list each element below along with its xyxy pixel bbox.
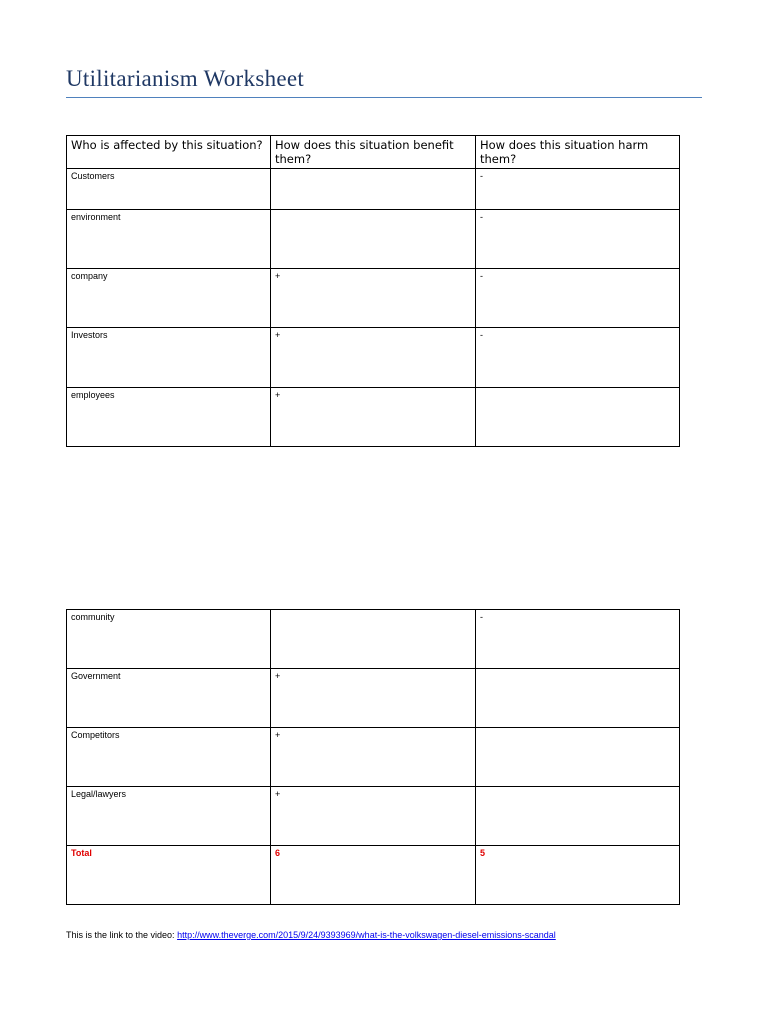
header-harm: How does this situation harm them? xyxy=(476,136,680,169)
harm-cell: - xyxy=(476,169,680,210)
who-cell: Government xyxy=(67,669,271,728)
total-harm: 5 xyxy=(476,846,680,905)
table-row xyxy=(67,169,680,210)
harm-cell: - xyxy=(476,210,680,269)
who-cell: Legal/lawyers xyxy=(67,787,271,846)
who-cell: company xyxy=(67,269,271,328)
header-who: Who is affected by this situation? xyxy=(67,136,271,169)
who-cell: environment xyxy=(67,210,271,269)
table-row xyxy=(67,787,680,846)
benefit-cell: + xyxy=(271,328,476,388)
who-cell: Customers xyxy=(67,169,271,210)
benefit-cell xyxy=(271,610,476,669)
benefit-cell xyxy=(271,210,476,269)
who-cell: Investors xyxy=(67,328,271,388)
benefit-cell: + xyxy=(271,669,476,728)
worksheet-table-1 xyxy=(66,135,680,447)
benefit-cell: + xyxy=(271,269,476,328)
harm-cell: - xyxy=(476,328,680,388)
benefit-cell: + xyxy=(271,388,476,447)
video-link[interactable]: http://www.theverge.com/2015/9/24/9393969/what-is-the-volkswagen-diesel-emissions-scandal xyxy=(177,930,556,940)
table-row xyxy=(67,210,680,269)
worksheet-table-2 xyxy=(66,609,680,905)
who-cell: community xyxy=(67,610,271,669)
who-cell: employees xyxy=(67,388,271,447)
who-cell: Competitors xyxy=(67,728,271,787)
header-row xyxy=(67,136,680,169)
table-row xyxy=(67,388,680,447)
header-benefit: How does this situation benefit them? xyxy=(271,136,476,169)
harm-cell xyxy=(476,728,680,787)
footer-text: This is the link to the video: xyxy=(66,930,178,940)
harm-cell xyxy=(476,787,680,846)
harm-cell: - xyxy=(476,610,680,669)
page-title: Utilitarianism Worksheet xyxy=(66,66,305,91)
table-row xyxy=(67,728,680,787)
table-row xyxy=(67,269,680,328)
table-row xyxy=(67,328,680,388)
harm-cell: - xyxy=(476,269,680,328)
table-row xyxy=(67,610,680,669)
total-row xyxy=(67,846,680,905)
title-underline xyxy=(66,97,702,98)
video-link-note xyxy=(66,930,556,940)
harm-cell xyxy=(476,669,680,728)
total-label: Total xyxy=(67,846,271,905)
benefit-cell: + xyxy=(271,787,476,846)
harm-cell xyxy=(476,388,680,447)
total-benefit: 6 xyxy=(271,846,476,905)
benefit-cell xyxy=(271,169,476,210)
benefit-cell: + xyxy=(271,728,476,787)
table-row xyxy=(67,669,680,728)
